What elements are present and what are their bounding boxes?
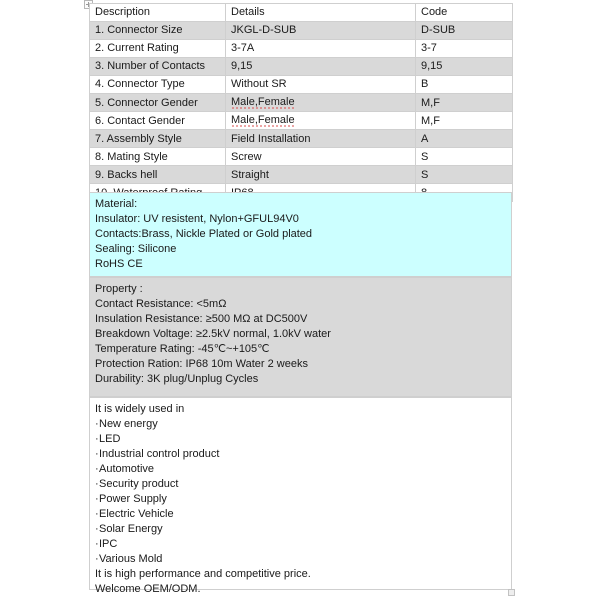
- usage-list-item-label: Industrial control product: [99, 448, 220, 460]
- cell-code: M,F: [416, 112, 513, 130]
- usage-closing-line: Welcome OEM/ODM.: [95, 583, 201, 595]
- table-row: [90, 166, 513, 184]
- cell-details: Screw: [226, 148, 416, 166]
- material-section: [89, 192, 512, 277]
- bullet-dot-icon: ·: [95, 538, 99, 550]
- table-row: [90, 130, 513, 148]
- usage-intro: It is widely used in: [95, 403, 185, 415]
- table-header-row: [90, 4, 513, 22]
- table-row: [90, 112, 513, 130]
- usage-list-item: [95, 432, 506, 447]
- usage-list-item: [95, 552, 506, 567]
- cell-details: 9,15: [226, 58, 416, 76]
- usage-list-item-label: LED: [99, 433, 121, 445]
- table-resize-handle[interactable]: [508, 589, 515, 596]
- table-row: [90, 94, 513, 112]
- cell-description: 1. Connector Size: [90, 22, 226, 40]
- cell-details: Straight: [226, 166, 416, 184]
- property-line: Temperature Rating: -45℃~+105℃: [95, 343, 270, 355]
- usage-list-item-label: Security product: [99, 478, 179, 490]
- usage-list-item: [95, 462, 506, 477]
- usage-list-item: [95, 417, 506, 432]
- material-line: Sealing: Silicone: [95, 243, 177, 255]
- usage-list-item: [95, 537, 506, 552]
- bullet-dot-icon: ·: [95, 508, 99, 520]
- column-header-description: Description: [90, 4, 226, 22]
- property-line: Property :: [95, 283, 143, 295]
- bullet-dot-icon: ·: [95, 493, 99, 505]
- cell-details: Without SR: [226, 76, 416, 94]
- property-line: Breakdown Voltage: ≥2.5kV normal, 1.0kV water: [95, 328, 331, 340]
- table-row: [90, 148, 513, 166]
- column-header-details: Details: [226, 4, 416, 22]
- cell-code: A: [416, 130, 513, 148]
- usage-list-item-label: Various Mold: [99, 553, 163, 565]
- table-body: [90, 4, 513, 202]
- usage-list-item: [95, 507, 506, 522]
- table-row: [90, 22, 513, 40]
- table-row: [90, 76, 513, 94]
- specification-table: [89, 3, 513, 202]
- table-row: [90, 58, 513, 76]
- table-row: [90, 40, 513, 58]
- usage-list-item: [95, 477, 506, 492]
- property-section: [89, 277, 512, 397]
- usage-list-item-label: IPC: [99, 538, 118, 550]
- spellcheck-underlined-text: Male,Female: [231, 96, 295, 108]
- cell-details: [226, 94, 416, 112]
- usage-closing-line: It is high performance and competitive price.: [95, 568, 311, 580]
- cell-code: 9,15: [416, 58, 513, 76]
- cell-code: S: [416, 166, 513, 184]
- cell-description: 4. Connector Type: [90, 76, 226, 94]
- usage-list-item-label: Automotive: [99, 463, 155, 475]
- property-line: Contact Resistance: <5mΩ: [95, 298, 227, 310]
- cell-description: 5. Connector Gender: [90, 94, 226, 112]
- material-line: Insulator: UV resistent, Nylon+GFUL94V0: [95, 213, 299, 225]
- cell-code: M,F: [416, 94, 513, 112]
- cell-details: Field Installation: [226, 130, 416, 148]
- cell-description: 6. Contact Gender: [90, 112, 226, 130]
- usage-list-item-label: Solar Energy: [99, 523, 163, 535]
- bullet-dot-icon: ·: [95, 478, 99, 490]
- column-header-code: Code: [416, 4, 513, 22]
- property-line: Insulation Resistance: ≥500 MΩ at DC500V: [95, 313, 308, 325]
- cell-details: 3-7A: [226, 40, 416, 58]
- usage-list-item-label: New energy: [99, 418, 158, 430]
- cell-description: 7. Assembly Style: [90, 130, 226, 148]
- cell-code: B: [416, 76, 513, 94]
- property-line: Durability: 3K plug/Unplug Cycles: [95, 373, 259, 385]
- property-line: Protection Ration: IP68 10m Water 2 weeks: [95, 358, 308, 370]
- usage-section: [89, 397, 512, 595]
- bullet-dot-icon: ·: [95, 418, 99, 430]
- usage-list-item: [95, 492, 506, 507]
- cell-code: S: [416, 148, 513, 166]
- material-line: Material:: [95, 198, 138, 210]
- material-line: Contacts:Brass, Nickle Plated or Gold plated: [95, 228, 313, 240]
- bullet-dot-icon: ·: [95, 433, 99, 445]
- bullet-dot-icon: ·: [95, 553, 99, 565]
- bullet-dot-icon: ·: [95, 448, 99, 460]
- cell-description: 8. Mating Style: [90, 148, 226, 166]
- material-line: RoHS CE: [95, 258, 143, 270]
- bullet-dot-icon: ·: [95, 463, 99, 475]
- usage-list-item: [95, 447, 506, 462]
- cell-code: D-SUB: [416, 22, 513, 40]
- cell-description: 3. Number of Contacts: [90, 58, 226, 76]
- usage-list-item-label: Electric Vehicle: [99, 508, 174, 520]
- usage-list-item-label: Power Supply: [99, 493, 167, 505]
- spellcheck-underlined-text: Male,Female: [231, 114, 295, 127]
- cell-code: 3-7: [416, 40, 513, 58]
- cell-description: 9. Backs hell: [90, 166, 226, 184]
- usage-list-item: [95, 522, 506, 537]
- cell-details: [226, 112, 416, 130]
- cell-description: 2. Current Rating: [90, 40, 226, 58]
- cell-details: JKGL-D-SUB: [226, 22, 416, 40]
- bullet-dot-icon: ·: [95, 523, 99, 535]
